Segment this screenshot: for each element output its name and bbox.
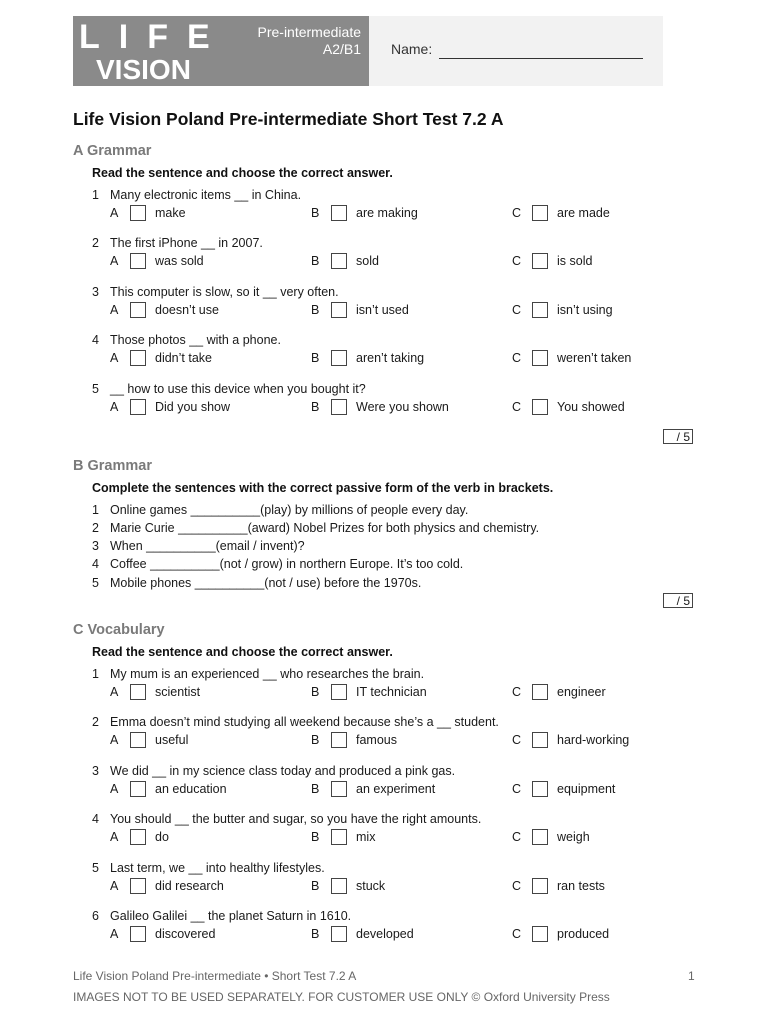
sentence-number: 2 <box>92 521 99 535</box>
option-letter: C <box>512 254 522 268</box>
section-b-score-box[interactable]: / 5 <box>663 593 693 608</box>
sentence-number: 5 <box>92 576 99 590</box>
sentence-number: 1 <box>92 503 99 517</box>
question-number: 5 <box>92 382 99 396</box>
option-text: is sold <box>557 254 593 268</box>
answer-checkbox[interactable] <box>532 732 548 748</box>
option-letter: C <box>512 206 522 220</box>
option-letter: C <box>512 927 522 941</box>
question-number: 2 <box>92 236 99 250</box>
option-text: developed <box>356 927 414 941</box>
question-number: 1 <box>92 188 99 202</box>
option-text: hard-working <box>557 733 630 747</box>
option-letter: B <box>311 685 320 699</box>
option-text: stuck <box>356 879 386 893</box>
answer-checkbox[interactable] <box>532 829 548 845</box>
question-number: 5 <box>92 861 99 875</box>
option-text: an education <box>155 782 227 796</box>
question-stem: Galileo Galilei __ the planet Saturn in 1610. <box>110 909 352 923</box>
option-text: famous <box>356 733 397 747</box>
option-letter: A <box>110 879 119 893</box>
answer-checkbox[interactable] <box>331 399 347 415</box>
answer-checkbox[interactable] <box>532 302 548 318</box>
option-text: discovered <box>155 927 216 941</box>
option-text: doesn’t use <box>155 303 219 317</box>
option-letter: B <box>311 879 320 893</box>
sentence-number: 4 <box>92 557 99 571</box>
question-stem: You should __ the butter and sugar, so you have the right amounts. <box>110 812 482 826</box>
question-number: 3 <box>92 285 99 299</box>
option-text: scientist <box>155 685 201 699</box>
option-letter: A <box>110 830 119 844</box>
question-stem: Many electronic items __ in China. <box>110 188 302 202</box>
question-stem: Those photos __ with a phone. <box>110 333 281 347</box>
answer-checkbox[interactable] <box>130 205 146 221</box>
option-letter: A <box>110 303 119 317</box>
name-label: Name: <box>391 41 433 57</box>
option-letter: A <box>110 782 119 796</box>
option-text: equipment <box>557 782 616 796</box>
option-text: produced <box>557 927 610 941</box>
option-text: an experiment <box>356 782 436 796</box>
option-text: weigh <box>557 830 590 844</box>
option-text: are making <box>356 206 418 220</box>
option-letter: C <box>512 733 522 747</box>
logo-life-text: LIFE <box>79 18 229 56</box>
answer-checkbox[interactable] <box>130 253 146 269</box>
option-letter: B <box>311 830 320 844</box>
question-stem: Last term, we __ into healthy lifestyles. <box>110 861 325 875</box>
section-a-instruction: Read the sentence and choose the correct answer. <box>92 166 393 180</box>
option-text: sold <box>356 254 379 268</box>
answer-checkbox[interactable] <box>331 926 347 942</box>
answer-checkbox[interactable] <box>532 399 548 415</box>
question-number: 4 <box>92 333 99 347</box>
option-letter: B <box>311 254 320 268</box>
answer-checkbox[interactable] <box>532 684 548 700</box>
section-b-instruction: Complete the sentences with the correct passive form of the verb in brackets. <box>92 481 554 495</box>
option-letter: B <box>311 400 320 414</box>
question-stem: The first iPhone __ in 2007. <box>110 236 263 250</box>
answer-checkbox[interactable] <box>130 399 146 415</box>
section-c-title: C Vocabulary <box>73 622 165 638</box>
answer-checkbox[interactable] <box>331 302 347 318</box>
option-letter: C <box>512 303 522 317</box>
sentence-text: Online games __________(play) by millions of people every day. <box>110 503 469 517</box>
option-letter: A <box>110 685 119 699</box>
option-letter: A <box>110 400 119 414</box>
option-text: do <box>155 830 169 844</box>
option-text: did research <box>155 879 224 893</box>
sentence-text: When __________(email / invent)? <box>110 539 305 553</box>
option-text: weren’t taken <box>557 351 632 365</box>
option-text: useful <box>155 733 189 747</box>
question-stem: This computer is slow, so it __ very often. <box>110 285 339 299</box>
answer-checkbox[interactable] <box>130 926 146 942</box>
answer-checkbox[interactable] <box>130 732 146 748</box>
footer-copyright: IMAGES NOT TO BE USED SEPARATELY. FOR CUSTOMER USE ONLY © Oxford University Press <box>73 990 610 1004</box>
option-text: Were you shown <box>356 400 449 414</box>
sentence-number: 3 <box>92 539 99 553</box>
option-letter: A <box>110 733 119 747</box>
level-line-2: A2/B1 <box>322 41 361 57</box>
option-text: aren’t taking <box>356 351 425 365</box>
answer-checkbox[interactable] <box>331 684 347 700</box>
sentence-text: Coffee __________(not / grow) in northern Europe. It’s too cold. <box>110 557 464 571</box>
option-text: didn’t take <box>155 351 212 365</box>
answer-checkbox[interactable] <box>331 781 347 797</box>
option-text: IT technician <box>356 685 427 699</box>
option-text: engineer <box>557 685 606 699</box>
question-stem: We did __ in my science class today and produced a pink gas. <box>110 764 456 778</box>
option-text: make <box>155 206 186 220</box>
option-letter: C <box>512 830 522 844</box>
level-label <box>243 24 361 58</box>
level-line-1: Pre-intermediate <box>257 24 361 40</box>
section-b-title: B Grammar <box>73 458 152 474</box>
answer-checkbox[interactable] <box>532 205 548 221</box>
fill-in-sentence-1[interactable] <box>92 503 468 517</box>
name-field[interactable] <box>439 57 643 59</box>
answer-checkbox[interactable] <box>130 781 146 797</box>
answer-checkbox[interactable] <box>130 878 146 894</box>
answer-checkbox[interactable] <box>130 829 146 845</box>
option-letter: B <box>311 733 320 747</box>
answer-checkbox[interactable] <box>532 926 548 942</box>
option-text: mix <box>356 830 376 844</box>
option-letter: C <box>512 782 522 796</box>
option-text: are made <box>557 206 610 220</box>
option-text: ran tests <box>557 879 605 893</box>
option-text: You showed <box>557 400 625 414</box>
option-letter: B <box>311 206 320 220</box>
question-number: 3 <box>92 764 99 778</box>
answer-checkbox[interactable] <box>331 878 347 894</box>
option-letter: B <box>311 782 320 796</box>
option-text: was sold <box>155 254 204 268</box>
option-text: Did you show <box>155 400 231 414</box>
sentence-text: Mobile phones __________(not / use) before the 1970s. <box>110 576 422 590</box>
option-letter: C <box>512 351 522 365</box>
answer-checkbox[interactable] <box>532 350 548 366</box>
answer-checkbox[interactable] <box>532 253 548 269</box>
answer-checkbox[interactable] <box>331 253 347 269</box>
option-letter: C <box>512 400 522 414</box>
option-letter: C <box>512 879 522 893</box>
sentence-text: Marie Curie __________(award) Nobel Prizes for both physics and chemistry. <box>110 521 540 535</box>
section-a-score-box[interactable]: / 5 <box>663 429 693 444</box>
question-number: 4 <box>92 812 99 826</box>
answer-checkbox[interactable] <box>130 350 146 366</box>
answer-checkbox[interactable] <box>532 878 548 894</box>
answer-checkbox[interactable] <box>331 829 347 845</box>
option-letter: A <box>110 351 119 365</box>
option-letter: A <box>110 927 119 941</box>
header-banner <box>73 16 663 86</box>
option-letter: B <box>311 927 320 941</box>
fill-in-sentence-3[interactable] <box>92 539 305 553</box>
answer-checkbox[interactable] <box>331 350 347 366</box>
logo-vision-text: VISION <box>96 54 191 85</box>
page-title: Life Vision Poland Pre-intermediate Short Test 7.2 A <box>73 109 504 129</box>
option-letter: C <box>512 685 522 699</box>
option-text: isn’t used <box>356 303 409 317</box>
answer-checkbox[interactable] <box>130 684 146 700</box>
fill-in-sentence-4[interactable] <box>92 557 463 571</box>
question-number: 6 <box>92 909 99 923</box>
question-number: 2 <box>92 715 99 729</box>
answer-checkbox[interactable] <box>130 302 146 318</box>
question-number: 1 <box>92 667 99 681</box>
option-letter: B <box>311 303 320 317</box>
page-number: 1 <box>688 969 695 983</box>
option-letter: A <box>110 254 119 268</box>
fill-in-sentence-2[interactable] <box>92 521 539 535</box>
logo <box>73 16 369 86</box>
footer-test-name: Life Vision Poland Pre-intermediate • Short Test 7.2 A <box>73 969 357 983</box>
question-stem: Emma doesn’t mind studying all weekend because she’s a __ student. <box>110 715 499 729</box>
section-a-title: A Grammar <box>73 143 152 159</box>
option-text: isn’t using <box>557 303 613 317</box>
option-letter: A <box>110 206 119 220</box>
section-c-instruction: Read the sentence and choose the correct answer. <box>92 645 393 659</box>
answer-checkbox[interactable] <box>331 205 347 221</box>
question-stem: My mum is an experienced __ who researches the brain. <box>110 667 425 681</box>
answer-checkbox[interactable] <box>331 732 347 748</box>
option-letter: B <box>311 351 320 365</box>
answer-checkbox[interactable] <box>532 781 548 797</box>
fill-in-sentence-5[interactable] <box>92 576 421 590</box>
question-stem: __ how to use this device when you bought it? <box>110 382 366 396</box>
